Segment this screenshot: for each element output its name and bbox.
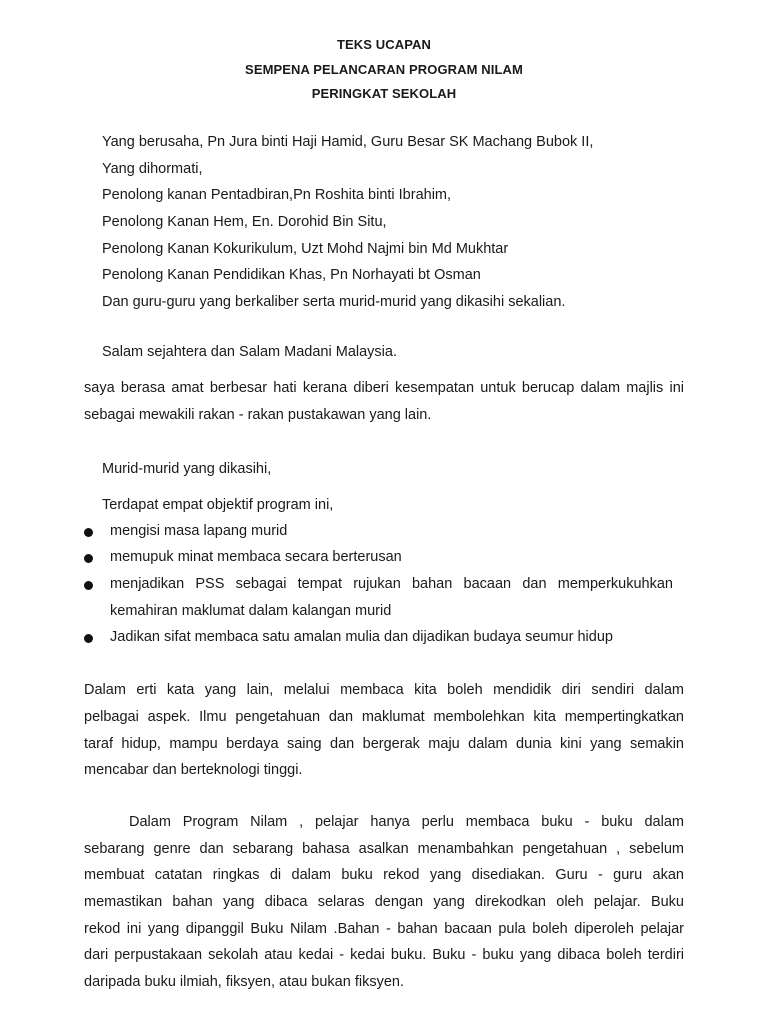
paragraph2-line: dari perpustakaan sekolah atau kedai - kedai buku. Buku - buku yang dibaca boleh terdiri bbox=[84, 947, 684, 963]
objective-item: Jadikan sifat membaca satu amalan mulia dan dijadikan budaya seumur hidup bbox=[110, 629, 613, 645]
title-line-1: TEKS UCAPAN bbox=[336, 37, 432, 52]
paragraph1-line: mencabar dan berteknologi tinggi. bbox=[84, 762, 303, 778]
salutation-line: Yang berusaha, Pn Jura binti Haji Hamid, Guru Besar SK Machang Bubok II, bbox=[102, 134, 594, 150]
paragraph2-line: sebarang genre dan sebarang bahasa asalkan menambahkan pengetahuan , sebelum bbox=[84, 841, 684, 857]
paragraph2-line: rekod ini yang dipanggil Buku Nilam .Bahan - bahan bacaan pula boleh diperoleh pelajar bbox=[84, 921, 684, 937]
bullet-icon bbox=[84, 581, 93, 590]
bullet-icon bbox=[84, 528, 93, 537]
paragraph1-line: pelbagai aspek. Ilmu pengetahuan dan maklumat membolehkan kita mempertingkatkan bbox=[84, 709, 684, 725]
greeting: Salam sejahtera dan Salam Madani Malaysia. bbox=[102, 344, 397, 360]
salutation-line: Dan guru-guru yang berkaliber serta murid-murid yang dikasihi sekalian. bbox=[102, 294, 566, 310]
paragraph1-line: taraf hidup, mampu berdaya saing dan bergerak maju dalam dunia kini yang semakin bbox=[84, 736, 684, 752]
intro-line: saya berasa amat berbesar hati kerana diberi kesempatan untuk berucap dalam majlis ini bbox=[84, 380, 684, 396]
bullet-icon bbox=[84, 634, 93, 643]
salutation-line: Penolong Kanan Hem, En. Dorohid Bin Situ, bbox=[102, 214, 387, 230]
paragraph1-line: Dalam erti kata yang lain, melalui membaca kita boleh mendidik diri sendiri dalam bbox=[84, 682, 684, 698]
objective-item: mengisi masa lapang murid bbox=[110, 523, 288, 539]
title-line-3: PERINGKAT SEKOLAH bbox=[311, 86, 457, 101]
paragraph2-line: daripada buku ilmiah, fiksyen, atau bukan fiksyen. bbox=[84, 974, 404, 990]
salutation-line: Penolong Kanan Pendidikan Khas, Pn Norhayati bt Osman bbox=[102, 267, 481, 283]
paragraph2-line: Dalam Program Nilam , pelajar hanya perlu membaca buku - buku dalam bbox=[129, 814, 684, 830]
address-line: Murid-murid yang dikasihi, bbox=[102, 461, 272, 477]
objective-item: memupuk minat membaca secara berterusan bbox=[110, 549, 402, 565]
paragraph2-line: membuat catatan ringkas di dalam buku rekod yang disediakan. Guru - guru akan bbox=[84, 867, 684, 883]
bullet-icon bbox=[84, 554, 93, 563]
intro-line: sebagai mewakili rakan - rakan pustakawan yang lain. bbox=[84, 407, 432, 423]
salutation-line: Penolong Kanan Kokurikulum, Uzt Mohd Najmi bin Md Mukhtar bbox=[102, 241, 509, 257]
objectives-intro: Terdapat empat objektif program ini, bbox=[102, 497, 334, 513]
paragraph2-line: memastikan bahan yang dibaca selaras dengan yang direkodkan oleh pelajar. Buku bbox=[84, 894, 684, 910]
objective-item-continued: kemahiran maklumat dalam kalangan murid bbox=[110, 603, 392, 619]
title-line-2: SEMPENA PELANCARAN PROGRAM NILAM bbox=[245, 62, 523, 77]
salutation-line: Yang dihormati, bbox=[102, 161, 203, 177]
salutation-line: Penolong kanan Pentadbiran,Pn Roshita binti Ibrahim, bbox=[102, 187, 452, 203]
objective-item: menjadikan PSS sebagai tempat rujukan bahan bacaan dan memperkukuhkan bbox=[110, 576, 673, 592]
